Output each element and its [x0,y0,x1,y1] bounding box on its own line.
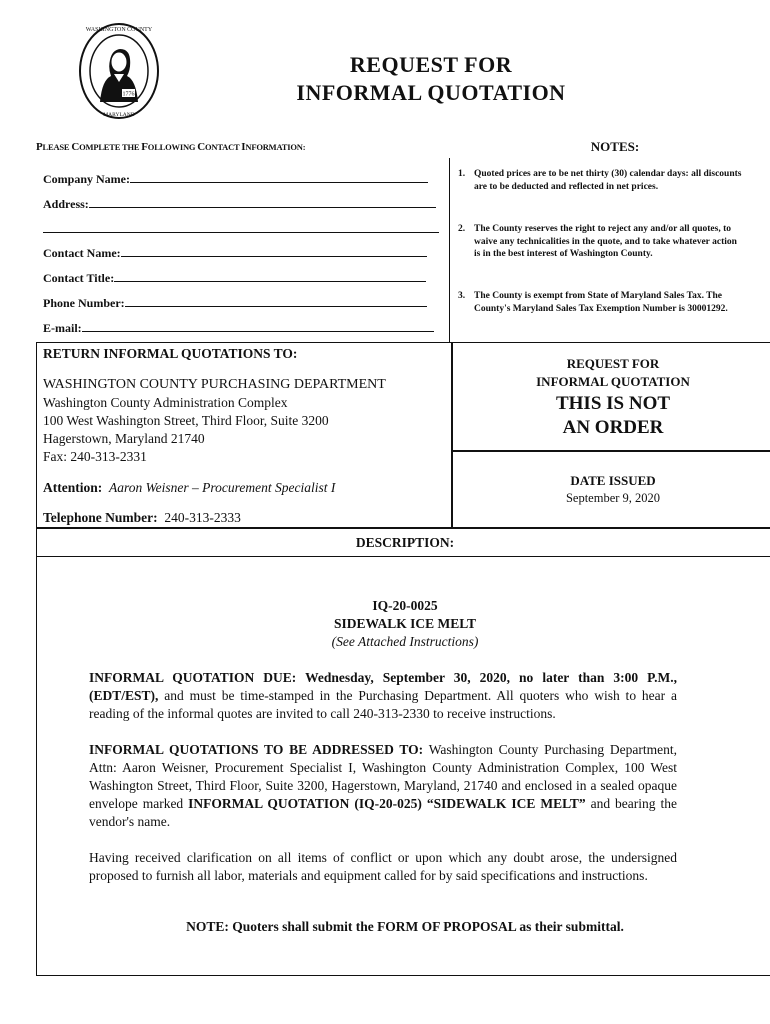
address-paragraph: INFORMAL QUOTATIONS TO BE ADDRESSED TO: Washington County Purchasing Department, Attn: Aaron Weisner, Procurement Specialist I, Washington County Administration Complex, 100 West Washington Street, Third Floor, Suite 3200, Hagerstown, Maryland, 21740 and enclosed in a sealed opaque envelope marked INFORMAL QUOTATION (IQ-20-025) “SIDEWALK ICE MELT” and bearing the vendor's name. [89,742,678,829]
address-complex: Washington County Administration Complex [43,395,288,410]
fax-number: Fax: 240-313-2331 [43,449,147,464]
address-line2-field[interactable] [43,221,439,237]
column-divider [449,158,450,343]
address-street: 100 West Washington Street, Third Floor, Suite 3200 [43,413,329,428]
note-item: 3. The County is exempt from State of Maryland Sales Tax. The County's Maryland Sales Tax Exemption Number is 30001292. [458,291,728,314]
request-label-line1: REQUEST FOR [566,356,660,371]
date-issued-heading: DATE ISSUED [570,473,656,488]
date-issued-value: September 9, 2020 [565,491,661,505]
return-heading: RETURN INFORMAL QUOTATIONS TO: [43,346,298,361]
contact-title-field[interactable]: Contact Title: [43,270,426,286]
svg-text:WASHINGTON COUNTY: WASHINGTON COUNTY [85,27,153,33]
address-city: Hagerstown, Maryland 21740 [43,431,205,446]
svg-text:1776: 1776 [122,91,135,98]
attention-line: Attention: Aaron Weisner – Procurement Specialist I [43,480,336,495]
date-box-divider [451,450,770,452]
not-an-order-line1: THIS IS NOT [555,393,671,414]
note-item: 1. Quoted prices are to be net thirty (30) calendar days: all discounts are to be deducted and reflected in net prices. [458,169,742,192]
company-name-field[interactable]: Company Name: [43,171,428,187]
description-top-rule [36,527,770,529]
svg-text:MARYLAND: MARYLAND [103,112,135,118]
contact-name-field[interactable]: Contact Name: [43,245,427,261]
quotation-number: IQ-20-0025 [372,598,438,613]
quotation-subtitle: (See Attached Instructions) [331,634,479,649]
note-item: 2. The County reserves the right to reject any and/or all quotes, to waive any technicalities in the quote, and to take whatever action is in the best interest of Washington County. [458,224,737,259]
not-an-order-line2: AN ORDER [562,417,664,438]
request-label-line2: INFORMAL QUOTATION [536,374,690,389]
quotation-title: SIDEWALK ICE MELT [333,616,477,631]
clarification-paragraph: Having received clarification on all items of conflict or upon which any doubt arose, the undersigned proposed to furnish all labor, materials and equipment called for by said specifications and instructions. [89,850,677,883]
due-date-paragraph: INFORMAL QUOTATION DUE: Wednesday, September 30, 2020, no later than 3:00 P.M., (EDT/EST), and must be time-stamped in the Purchasing Department. All quoters who wish to hear a reading of the informal quotes are invited to call 240-313-2330 to receive instructions. [89,670,677,721]
telephone-line: Telephone Number: 240-313-2333 [43,510,241,525]
department-name: WASHINGTON COUNTY PURCHASING DEPARTMENT [43,377,386,392]
phone-number-field[interactable]: Phone Number: [43,295,427,311]
address-field[interactable]: Address: [43,196,436,212]
email-field[interactable]: E-mail: [43,320,434,336]
notes-heading: NOTES: [590,139,640,154]
description-bottom-rule [36,556,770,557]
contact-info-heading: PLEASE COMPLETE THE FOLLOWING CONTACT INFORMATION: [36,141,306,153]
submission-note: NOTE: Quoters shall submit the FORM OF PROPOSAL as their submittal. [186,919,624,934]
page-title-line1: REQUEST FOR [349,52,513,77]
description-heading: DESCRIPTION: [355,535,455,550]
page-title-line2: INFORMAL QUOTATION [296,80,566,105]
